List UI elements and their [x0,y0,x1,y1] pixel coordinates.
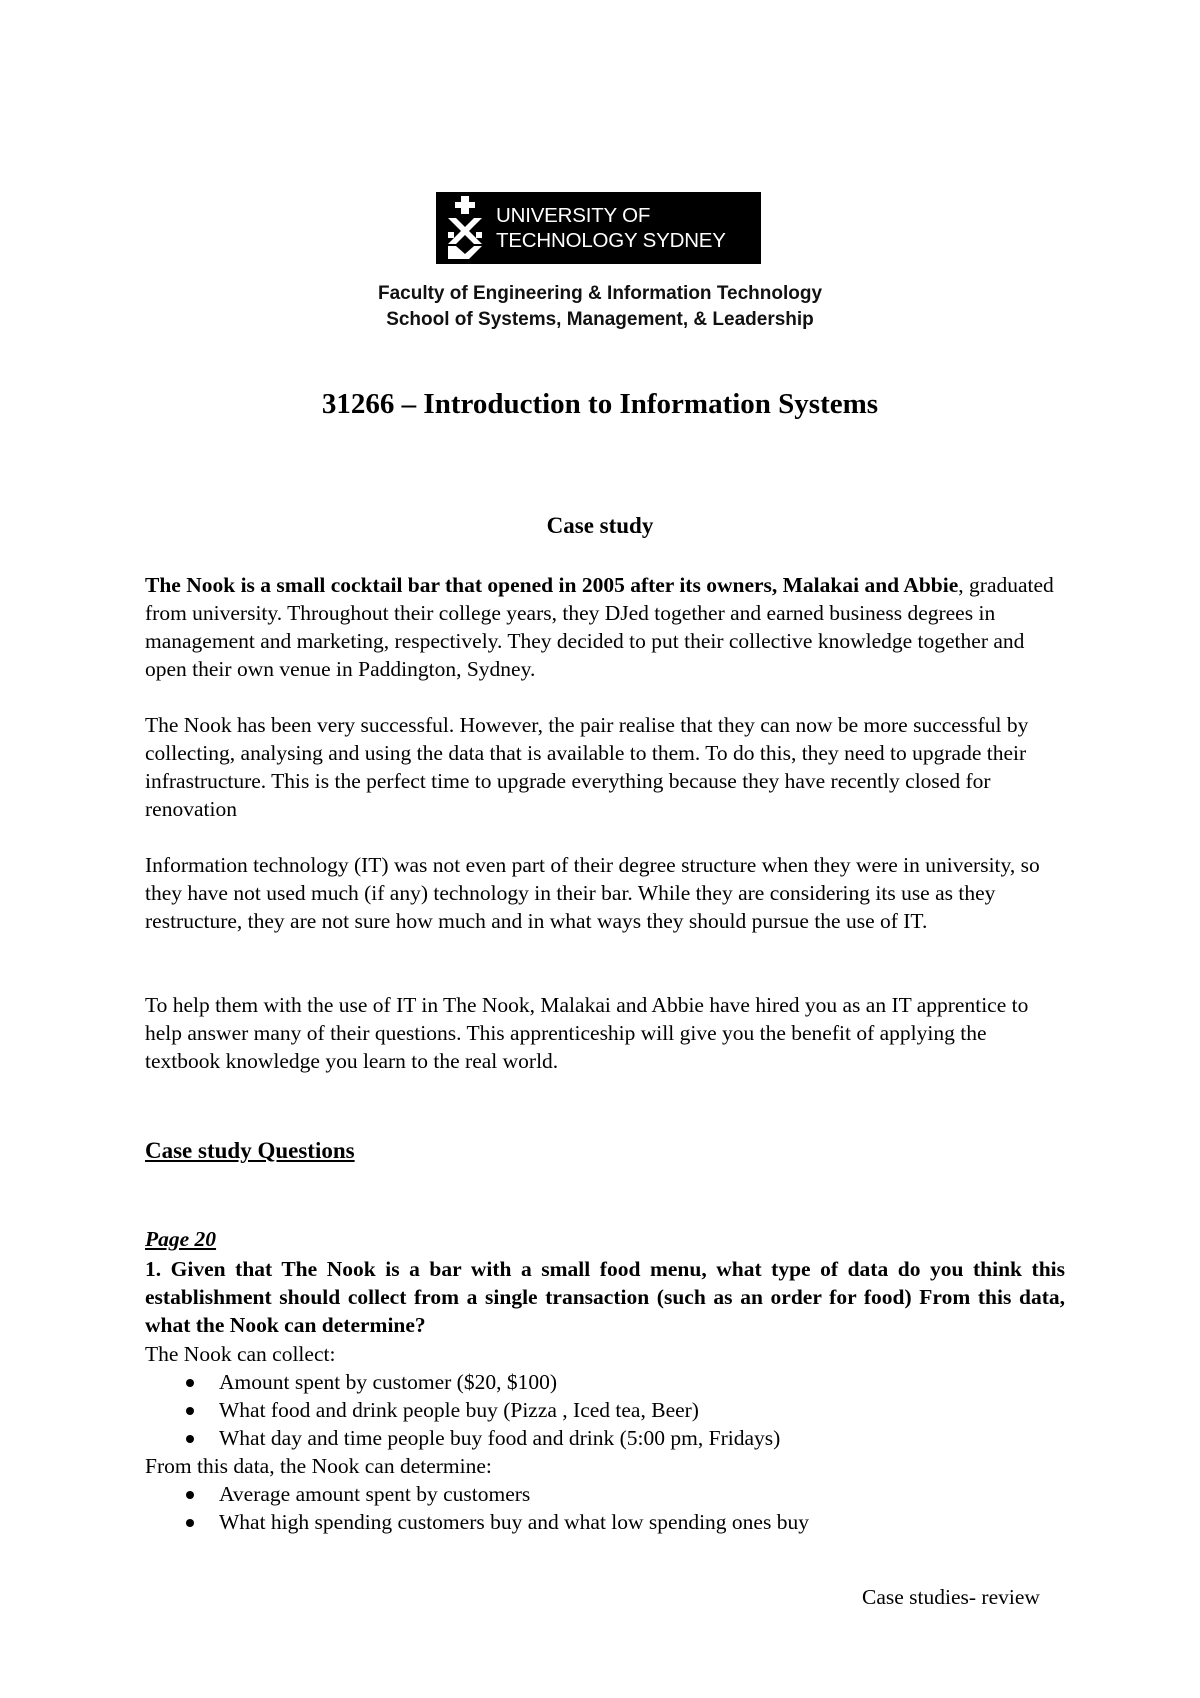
school-name: School of Systems, Management, & Leadership [386,309,814,330]
page-reference: Page 20 [145,1227,217,1251]
paragraph-3-text: Information technology (IT) was not even part of their degree structure when they were in university, so they have not used much (if any) technology in their bar. While they are considering its use as they restructure, they are not sure how much and in what ways they should pursue the use of IT. [145,853,1040,933]
answer-determine-block [145,1452,1065,1536]
list-item: Amount spent by customer ($20, $100) [145,1368,1065,1396]
logo-line-1: UNIVERSITY OF [496,204,651,227]
answer-collect-block [145,1340,1065,1452]
collect-intro: The Nook can collect: [145,1342,336,1366]
paragraph-4-text: To help them with the use of IT in The Nook, Malakai and Abbie have hired you as an IT apprentice to help answer many of their questions. This apprenticeship will give you the benefit of applying the textbook knowledge you learn to the real world. [145,993,1029,1073]
list-item: What food and drink people buy (Pizza , Iced tea, Beer) [145,1396,1065,1424]
collect-list [145,1368,1065,1452]
questions-heading: Case study Questions [145,1138,355,1163]
paragraph-3 [145,851,1065,935]
paragraph-4 [145,991,1065,1075]
intro-rest-text: , graduated from university. Throughout their college years, they DJed together and earned business degrees in management and marketing, respectively. They decided to put their collective knowledge together and open their own venue in Paddington, Sydney. [145,573,1054,681]
paragraph-2-text: The Nook has been very successful. However, the pair realise that they can now be more successful by collecting, analysing and using the data that is available to them. To do this, they need to upgrade their infrastructure. This is the perfect time to upgrade everything because they have recently closed for renovation [145,713,1029,821]
determine-intro: From this data, the Nook can determine: [145,1454,492,1478]
question-1: 1. Given that The Nook is a bar with a small food menu, what type of data do you think this establishment should collect from a single transaction (such as an order for food) From this data, what the Nook can determine? [145,1257,1065,1337]
uts-crest-icon [442,192,488,264]
section-subtitle: Case study [546,513,654,538]
list-item: Average amount spent by customers [145,1480,1065,1508]
intro-bold-text: The Nook is a small cocktail bar that opened in 2005 after its owners, Malakai and Abbie [145,573,959,597]
logo-line-2: TECHNOLOGY SYDNEY [496,229,726,252]
list-item: What day and time people buy food and drink (5:00 pm, Fridays) [145,1424,1065,1452]
page-footer: Case studies- review [862,1585,1040,1609]
page-title: 31266 – Introduction to Information Systems [321,388,879,420]
intro-paragraph [145,571,1065,683]
uts-logo [436,192,761,264]
paragraph-2 [145,711,1065,823]
list-item: What high spending customers buy and what low spending ones buy [145,1508,1065,1536]
determine-list [145,1480,1065,1536]
faculty-name: Faculty of Engineering & Information Technology [377,283,823,304]
